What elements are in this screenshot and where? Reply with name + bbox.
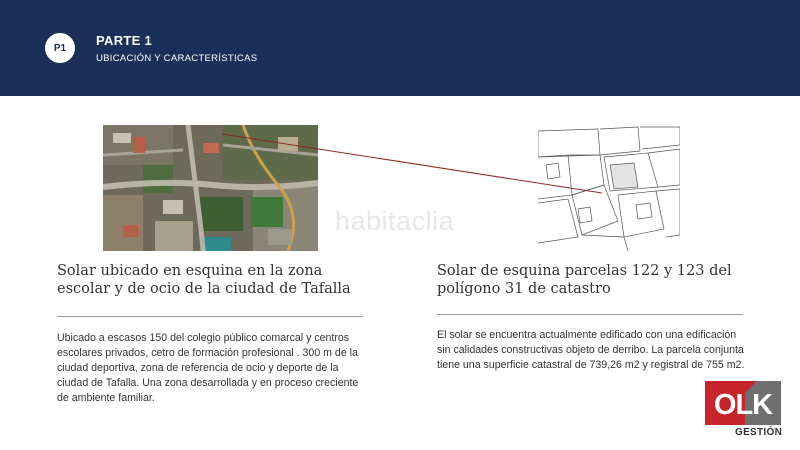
left-divider [57,316,363,317]
logo-subtitle: GESTIÓN [735,427,783,438]
part-title: PARTE 1 [96,33,153,48]
section-header [0,0,800,96]
right-heading: Solar de esquina parcelas 122 y 123 del polígono 31 de catastro [437,263,732,297]
svg-text:OLK: OLK [713,389,773,421]
watermark: habitaclia [335,206,455,236]
left-heading: Solar ubicado en esquina en la zona escolar y de ocio de la ciudad de Tafalla [57,263,351,297]
aerial-map-image [103,125,318,251]
right-divider [437,314,743,315]
part-subtitle: UBICACIÓN Y CARACTERÍSTICAS [96,53,258,64]
left-body-text: Ubicado a escasos 150 del colegio público comarcal y centros escolares privados, cetro de formación profesional . 300 m de la ciudad deportiva, zona de referencia de ocio y deporte de la ciudad de Tafalla. Una zona desarrollada y en proceso creciente de ambiente familiar. [57,332,359,404]
cadastral-plan-image [538,125,680,251]
right-body-text: El solar se encuentra actualmente edificado con una edificación sin calidades constructivas objeto de derribo. La parcela conjunta tiene una superficie catastral de 739,26 m2 y registral de 755 m2. [437,329,745,371]
olk-logo [705,381,781,425]
part-badge: P1 [45,33,75,63]
svg-text:·: · [604,133,606,138]
